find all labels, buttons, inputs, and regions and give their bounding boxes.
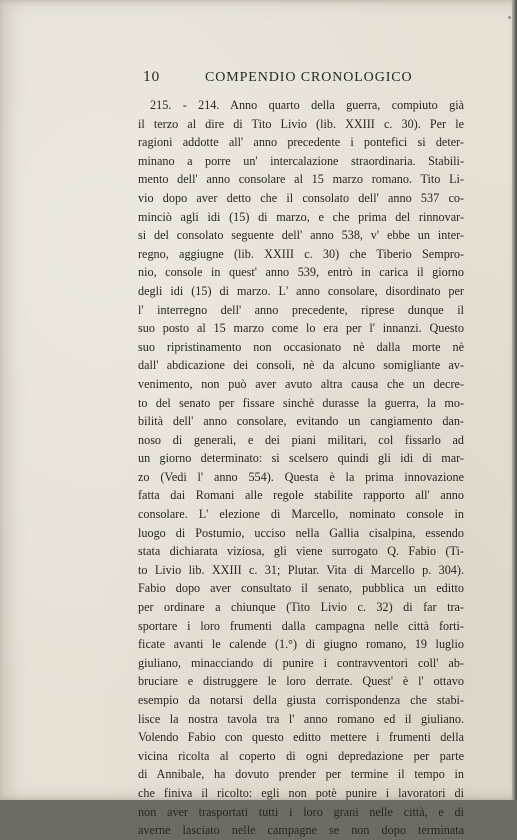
text-line: venimento, non può aver avuto altra causa che un decre- (138, 376, 464, 391)
text-line: non aver trasportati tutti i loro grani nelle città, e di (138, 804, 464, 819)
text-line: suo ripristinamento non occasionato nè dalla morte nè (138, 339, 464, 354)
text-line: esempio da notarsi della giusta corrispondenza che stabi- (138, 693, 464, 707)
text-line: il terzo al dire di Tito Livio (lib. XXIII c. 30). Per le (138, 116, 464, 131)
text-line: to del senato per fissare sinchè durasse la guerra, la mo- (138, 395, 464, 410)
text-line: noso di generali, e dei piani militari, col fissarlo ad (138, 432, 464, 447)
text-line: vio dopo aver detto che il consolato dell' anno 537 co- (138, 190, 464, 205)
text-line: consolare. L' elezione di Marcello, nominato console in (138, 507, 464, 522)
text-line: giuliano, minacciando di punire i contravventori coll' ab- (138, 655, 464, 670)
text-line: degli idi (15) di marzo. L' anno consolare, disordinato per (138, 283, 464, 298)
text-line: dall' abdicazione dei consoli, nè da alcuno somigliante av- (138, 358, 464, 373)
text-line: per ordinare a chiunque (Tito Livio c. 32) di far tra- (138, 600, 464, 615)
text-line: regno, aggiugne (lib. XXIII c. 30) che Tiberio Sempro- (138, 246, 464, 261)
text-line: ragioni addotte all' anno precedente i pontefici si deter- (138, 135, 464, 150)
text-line: vicina ricolta al coperto di ogni depredazione per parte (138, 748, 464, 763)
text-line: 215. - 214. Anno quarto della guerra, compiuto già (150, 98, 464, 112)
text-line: stata dichiarata viziosa, gli viene surrogato Q. Fabio (Ti- (138, 544, 464, 559)
text-line: bruciare e distruggere le loro derrate. Quest' è l' ottavo (138, 674, 464, 689)
body-text (138, 96, 464, 840)
text-line: averne lasciato nelle campagne se non dopo terminata (138, 823, 464, 838)
running-head: COMPENDIO CRONOLOGICO (205, 70, 413, 85)
text-line: nio, console in quest' anno 539, entrò in carica il giorno (138, 265, 464, 280)
text-line: un giorno determinato: si scelsero quindi gli idi di mar- (138, 451, 464, 466)
text-line: suo posto al 15 marzo come lo era per l' innanzi. Questo (138, 321, 464, 336)
text-line: bilità dell' anno consolare, evitando un cangiamento dan- (138, 414, 464, 429)
text-line: Fabio dopo aver consultato il senato, pubblica un editto (138, 581, 464, 596)
text-line: che finiva il ricolto: egli non potè punire i lavoratori di (138, 785, 464, 800)
text-line: sportare i loro frumenti dalla campagna nelle città forti- (138, 618, 464, 633)
text-line: minano a porre un' intercalazione straordinaria. Stabili- (138, 153, 464, 168)
page-number: 10 (143, 70, 160, 85)
page-edge-shadow (512, 0, 517, 800)
text-line: luogo di Postumio, ucciso nella Gallia cisalpina, essendo (138, 525, 464, 540)
text-line: l' interregno dell' anno precedente, riprese dunque il (138, 302, 464, 317)
text-line: ficate avanti le calende (1.°) di giugno romano, 19 luglio (138, 637, 464, 652)
text-line: Volendo Fabio con questo editto mettere i frumenti della (138, 730, 464, 745)
text-line: to Livio lib. XXIII c. 31; Plutar. Vita di Marcello p. 304). (138, 562, 464, 577)
text-line: si del consolato seguente dell' anno 538, v' ebbe un inter- (138, 228, 464, 243)
page-header (0, 70, 517, 92)
text-line: di Annibale, ha dovuto prender per termine il tempo in (138, 767, 464, 782)
text-line: fatta dai Romani alle regole stabilite rapporto all' anno (138, 488, 464, 503)
text-line: minciò agli idi (15) di marzo, e che prima del rinnovar- (138, 209, 464, 224)
text-line: lisce la nostra tavola tra l' anno romano ed il giuliano. (138, 711, 464, 726)
text-line: mento dell' anno consolare al 15 marzo romano. Tito Li- (138, 172, 464, 187)
paper-speck (508, 16, 511, 19)
text-line: zo (Vedi l' anno 554). Questa è la prima innovazione (138, 469, 464, 484)
